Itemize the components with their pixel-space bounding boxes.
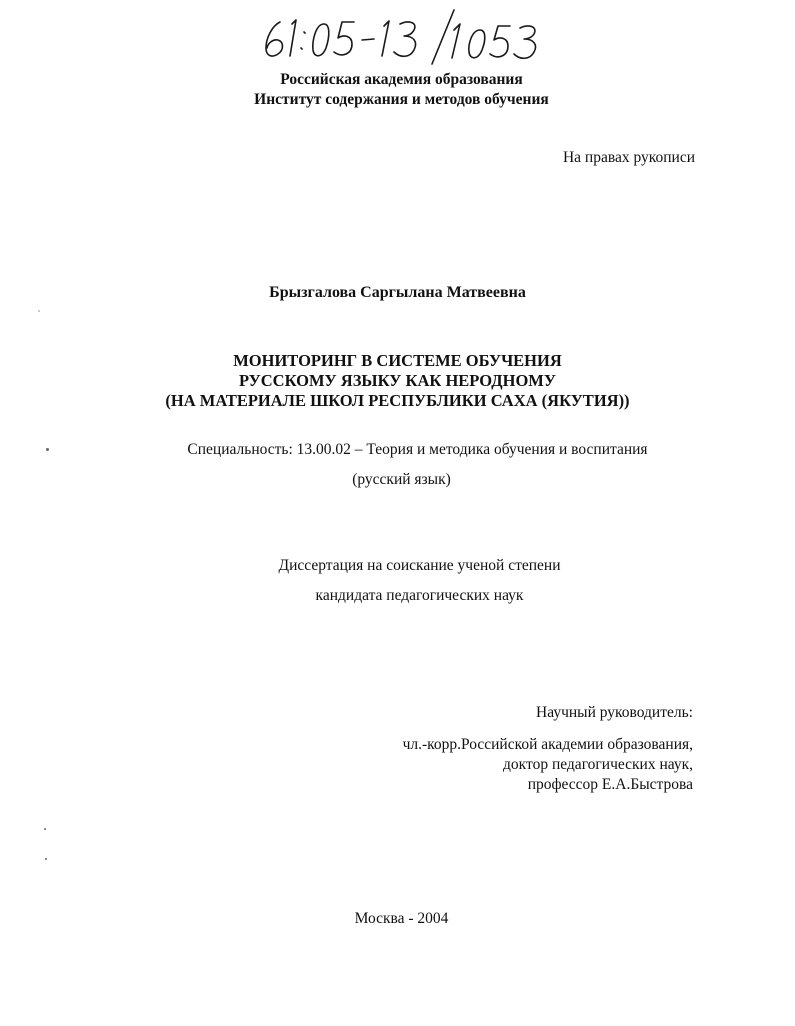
rights-note: На правах рукописи	[562, 149, 695, 166]
supervisor-detail-line: доктор педагогических наук,	[503, 756, 693, 773]
handwritten-archive-number	[258, 6, 558, 66]
scan-speck	[38, 310, 40, 312]
handwritten-archive-number-drawing	[258, 6, 558, 66]
dissertation-degree-line: кандидата педагогических наук	[315, 587, 524, 604]
scan-speck	[44, 828, 46, 830]
author-name: Брызгалова Саргылана Матвеевна	[269, 284, 526, 301]
supervisor-label: Научный руководитель:	[536, 704, 693, 721]
supervisor-details	[403, 735, 693, 795]
organization-name: Российская академия образования	[280, 71, 523, 88]
dissertation-degree-line: Диссертация на соискание ученой степени	[278, 557, 561, 574]
title-line: МОНИТОРИНГ В СИСТЕМЕ ОБУЧЕНИЯ	[233, 351, 562, 370]
scan-speck	[46, 448, 49, 451]
specialty-line: Специальность: 13.00.02 – Теория и методика обучения и воспитания	[187, 441, 648, 458]
institute-name: Институт содержания и методов обучения	[254, 91, 549, 108]
scan-speck	[45, 858, 47, 860]
city-year: Москва - 2004	[354, 910, 449, 927]
specialty-subject: (русский язык)	[352, 471, 451, 488]
supervisor-detail-line: чл.-корр.Российской академии образования,	[402, 736, 693, 753]
title-line: (НА МАТЕРИАЛЕ ШКОЛ РЕСПУБЛИКИ САХА (ЯКУТИЯ))	[165, 391, 630, 410]
dissertation-title	[0, 351, 795, 411]
title-line: РУССКОМУ ЯЗЫКУ КАК НЕРОДНОМУ	[238, 371, 556, 390]
supervisor-detail-line: профессор Е.А.Быстрова	[527, 776, 693, 793]
